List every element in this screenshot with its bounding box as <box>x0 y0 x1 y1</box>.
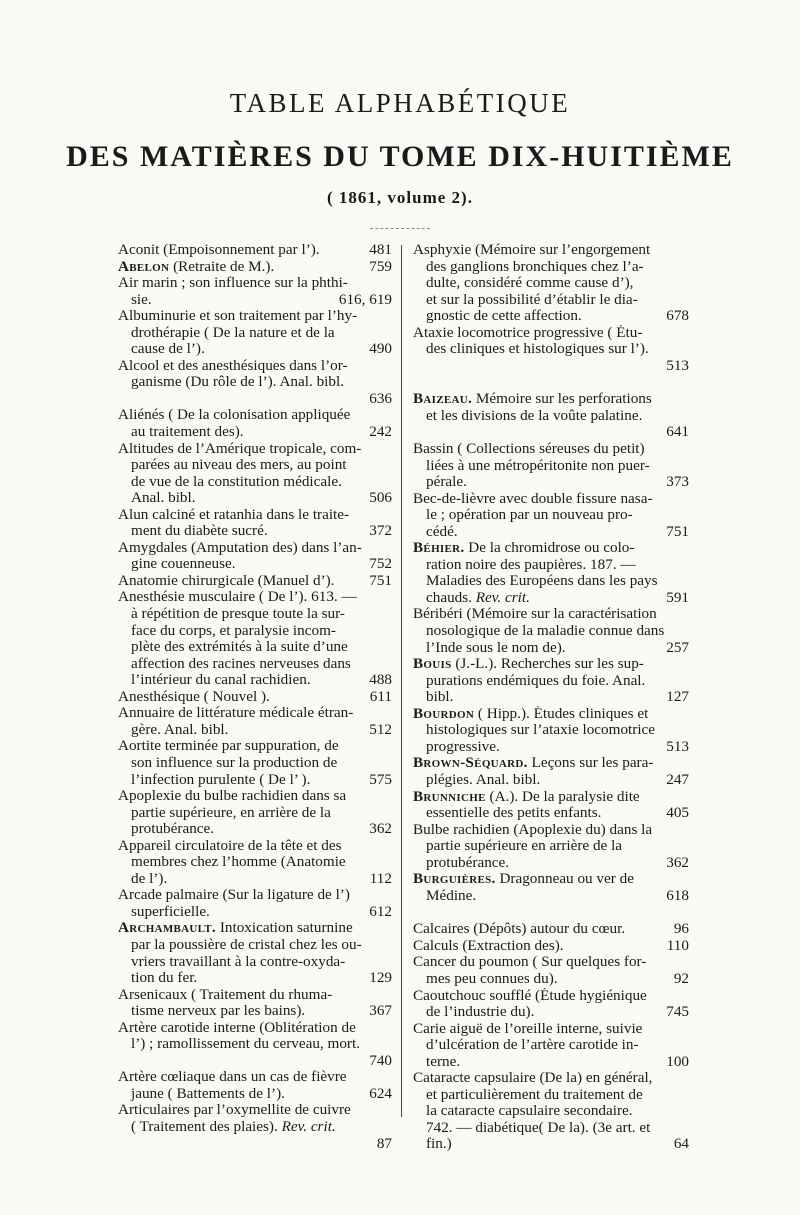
entry-text-line: essentielle des petits enfants. <box>426 805 602 822</box>
header-rule <box>370 228 430 229</box>
entry-text-line: Artère carotide interne (Oblitération de <box>118 1019 356 1036</box>
entry-text-line: nosologique de la maladie connue dans <box>426 623 665 640</box>
entry-text-line: affection des racines nerveuses dans <box>131 655 351 672</box>
entry-text-line: progressive. <box>426 738 500 755</box>
entry-page-number: 759 <box>369 257 392 275</box>
index-entry <box>118 441 392 507</box>
entry-text-line: Anatomie chirurgicale (Manuel d’). <box>118 572 335 589</box>
entry-text-line: à répétition de presque toute la sur- <box>131 606 345 623</box>
entry-text-line: ganisme (Du rôle de l’). Anal. bibl. <box>131 374 344 391</box>
entry-text-line: de l’). <box>131 870 168 887</box>
index-entry <box>118 507 392 540</box>
entry-text-line: face du corps, et paralysie incom- <box>131 622 336 639</box>
entry-text-line: d’ulcération de l’artère carotide in- <box>426 1037 639 1054</box>
entry-page-number: 247 <box>666 770 689 788</box>
entry-text-line: Béribéri (Mémoire sur la caractérisation <box>413 606 657 623</box>
title-line-2: DES MATIÈRES DU TOME DIX-HUITIÈME <box>66 140 734 173</box>
entry-text-line: Bulbe rachidien (Apoplexie du) dans la <box>413 821 653 838</box>
entry-text-line: liées à une métropéritonite non puer- <box>426 457 650 474</box>
entry-page-number: 745 <box>666 1003 689 1021</box>
entry-text-line: partie supérieure en arrière de la <box>426 838 623 855</box>
entry-page-number: 636 <box>369 390 392 407</box>
entry-text-line: cédé. <box>426 523 458 540</box>
index-entry <box>413 441 689 491</box>
index-entry <box>118 689 392 706</box>
index-entry <box>118 358 392 408</box>
entry-page-number: 488 <box>369 671 392 689</box>
entry-text-line: Carie aiguë de l’oreille interne, suivie <box>413 1020 643 1037</box>
entry-text-line: Aconit (Empoisonnement par l’). <box>118 242 320 258</box>
entry-page-number: 575 <box>369 770 392 788</box>
entry-text-line: Cancer du poumon ( Sur quelques for- <box>413 954 647 971</box>
entry-text-line: Calculs (Extraction des). <box>413 937 564 954</box>
entry-text-line: des cliniques et histologiques sur l’). <box>426 341 649 358</box>
entry-page-number: 64 <box>673 1135 689 1153</box>
entry-text-line: dulte, considéré comme cause d’), <box>426 275 634 292</box>
index-entry <box>118 589 392 688</box>
index-entry <box>413 938 689 955</box>
index-entry <box>413 871 689 904</box>
left-column <box>118 242 392 1152</box>
entry-text-line: chauds. Rev. crit. <box>426 589 530 606</box>
entry-text-line: drothérapie ( De la nature et de la <box>131 324 335 341</box>
entry-page-number: 481 <box>369 241 392 258</box>
index-entry <box>118 788 392 838</box>
entry-text-line: tisme nerveux par les bains). <box>131 1003 306 1020</box>
index-entry <box>413 242 689 325</box>
index-entry <box>118 705 392 738</box>
entry-page-number: 367 <box>369 1002 392 1020</box>
entry-page-number: 242 <box>369 423 392 441</box>
entry-text-line: Burguières. Dragonneau ou ver de <box>413 871 634 888</box>
index-entry <box>118 887 392 920</box>
entry-text-line: des ganglions bronchiques chez l’a- <box>426 258 644 275</box>
index-entry <box>413 391 689 441</box>
entry-text-line: Béhier. De la chromidrose ou colo- <box>413 540 635 557</box>
entry-text-line: fin.) <box>426 1136 452 1153</box>
entry-text-line: mes peu connues du). <box>426 970 558 987</box>
subtitle: ( 1861, volume 2). <box>327 188 473 207</box>
entry-text-line: Aortite terminée par suppuration, de <box>118 738 339 755</box>
entry-text-line: et particulièrement du traitement de <box>426 1086 643 1103</box>
entry-text-line: Anesthésie musculaire ( De l’). 613. — <box>118 589 357 606</box>
entry-page-number: 372 <box>369 522 392 540</box>
entry-text-line: par la poussière de cristal chez les ou- <box>131 936 362 953</box>
index-entry <box>118 275 392 308</box>
entry-text-line: et sur la possibilité d’établir le dia- <box>426 291 638 308</box>
entry-text-line: Calcaires (Dépôts) autour du cœur. <box>413 921 626 938</box>
entry-page-number: 751 <box>666 522 689 540</box>
entry-text-line: Bourdon ( Hipp.). Études cliniques et <box>413 705 649 722</box>
index-entry <box>413 606 689 656</box>
index-entry <box>118 1102 392 1152</box>
entry-text-line: Articulaires par l’oxymellite de cuivre <box>118 1102 351 1119</box>
entry-text-line: l’) ; ramollissement du cerveau, mort. <box>131 1036 361 1053</box>
index-entry <box>118 1020 392 1070</box>
entry-text-line: Caoutchouc soufflé (Étude hygiénique <box>413 987 647 1004</box>
entry-text-line: sie. <box>131 291 152 308</box>
index-entry <box>413 988 689 1021</box>
entry-text-line: Anesthésique ( Nouvel ). <box>118 688 270 705</box>
entry-text-line: protubérance. <box>426 854 510 871</box>
entry-text-line: protubérance. <box>131 821 215 838</box>
entry-text-line: au traitement des). <box>131 424 244 441</box>
entry-text-line: la cataracte capsulaire secondaire. <box>426 1103 633 1120</box>
entry-page-number: 612 <box>369 902 392 920</box>
entry-text-line: Brown-Séquard. Leçons sur les para- <box>413 755 654 772</box>
entry-text-line: Bassin ( Collections séreuses du petit) <box>413 441 645 458</box>
index-entry <box>118 407 392 440</box>
entry-text-line: ment du diabète sucré. <box>131 523 268 540</box>
entry-text-line: Brunniche (A.). De la paralysie dite <box>413 788 640 805</box>
entry-text-line: son influence sur la production de <box>131 754 338 771</box>
entry-text-line: gine couenneuse. <box>131 556 236 573</box>
index-entry <box>413 656 689 706</box>
index-entry <box>413 706 689 756</box>
entry-page-number: 100 <box>666 1052 689 1070</box>
entry-page-number: 618 <box>666 886 689 904</box>
entry-text-line: Amygdales (Amputation des) dans l’an- <box>118 539 362 556</box>
entry-page-number: 362 <box>369 820 392 838</box>
entry-text-line: Artère cœliaque dans un cas de fièvre <box>118 1069 347 1086</box>
entry-page-number: 512 <box>369 720 392 738</box>
entry-text-line: ( Traitement des plaies). Rev. crit. <box>131 1118 336 1135</box>
entry-text-line: gnostic de cette affection. <box>426 308 582 325</box>
entry-text-line: pérale. <box>426 474 467 491</box>
entry-page-number: 110 <box>666 936 689 954</box>
entry-page-number: 641 <box>666 424 689 441</box>
index-entry <box>413 1021 689 1071</box>
entry-text-line: Bouis (J.-L.). Recherches sur les sup- <box>413 656 644 673</box>
entry-text-line: Appareil circulatoire de la tête et des <box>118 837 342 854</box>
entry-text-line: de l’industrie du). <box>426 1004 535 1021</box>
entry-page-number: 129 <box>369 969 392 987</box>
entry-text-line: Asphyxie (Mémoire sur l’engorgement <box>413 242 651 258</box>
title-line-1: TABLE ALPHABÉTIQUE <box>229 88 571 118</box>
entry-text-line: Bec-de-lièvre avec double fissure nasa- <box>413 490 653 507</box>
index-entry <box>413 325 689 375</box>
entry-page-number: 87 <box>376 1135 392 1152</box>
entry-text-line: l’intérieur du canal rachidien. <box>131 672 311 689</box>
entry-page-number: 752 <box>369 555 392 573</box>
entry-text-line: plète des extrémités à la suite d’une <box>131 639 348 656</box>
entry-text-line: Abelon (Retraite de M.). <box>118 258 275 275</box>
entry-text-line: l’infection purulente ( De l’ ). <box>131 771 311 788</box>
entry-text-line: Médine. <box>426 887 477 904</box>
entry-text-line: Cataracte capsulaire (De la) en général, <box>413 1070 653 1087</box>
entry-page-number: 513 <box>666 357 689 374</box>
entry-text-line: cause de l’). <box>131 341 205 358</box>
index-entry <box>118 259 392 276</box>
entry-text-line: terne. <box>426 1053 461 1070</box>
index-entry <box>413 921 689 938</box>
entry-text-line: Maladies des Européens dans les pays <box>426 573 658 590</box>
index-entry <box>413 755 689 788</box>
index-entry <box>118 987 392 1020</box>
entry-text-line: Archambault. Intoxication saturnine <box>118 920 353 937</box>
entry-text-line: de vue de la constitution médicale. <box>131 473 342 490</box>
right-column <box>413 242 689 1153</box>
entry-page-number: 96 <box>673 920 689 938</box>
entry-text-line: Apoplexie du bulbe rachidien dans sa <box>118 788 347 805</box>
entry-text-line: gère. Anal. bibl. <box>131 721 229 738</box>
entry-page-number: 506 <box>369 489 392 507</box>
entry-text-line: superficielle. <box>131 903 210 920</box>
entry-text-line: jaune ( Battements de l’). <box>131 1085 285 1102</box>
entry-text-line: Air marin ; son influence sur la phthi- <box>118 275 348 292</box>
column-divider <box>401 245 402 1117</box>
index-entry <box>118 573 392 590</box>
entry-text-line: purations endémiques du foie. Anal. <box>426 672 646 689</box>
entry-page-number: 611 <box>369 687 392 705</box>
index-entry <box>118 540 392 573</box>
entry-text-line: Alcool et des anesthésiques dans l’or- <box>118 357 348 374</box>
index-entry <box>413 954 689 987</box>
entry-page-number: 373 <box>666 473 689 491</box>
entry-text-line: Aliénés ( De la colonisation appliquée <box>118 407 351 424</box>
entry-text-line: Ataxie locomotrice progressive ( Étu- <box>413 324 643 341</box>
index-entry <box>413 822 689 872</box>
entry-text-line: membres chez l’homme (Anatomie <box>131 854 346 871</box>
entry-text-line: 742. — diabétique( De la). (3e art. et <box>426 1119 651 1136</box>
index-entry <box>413 540 689 606</box>
entry-text-line: Alun calciné et ratanhia dans le traite- <box>118 506 350 523</box>
entry-text-line: Altitudes de l’Amérique tropicale, com- <box>118 440 362 457</box>
entry-text-line: vriers travaillant à la contre-oxyda- <box>131 953 346 970</box>
entry-page-number: 740 <box>369 1052 392 1069</box>
entry-page-number: 257 <box>666 638 689 656</box>
index-entry <box>413 1070 689 1153</box>
entry-text-line: histologiques sur l’ataxie locomotrice <box>426 722 656 739</box>
entry-page-number: 591 <box>666 588 689 606</box>
entry-page-number: 362 <box>666 853 689 871</box>
entry-page-number: 127 <box>666 688 689 706</box>
entry-text-line: parées au niveau des mers, au point <box>131 457 347 474</box>
entry-text-line: Annuaire de littérature médicale étran- <box>118 705 354 722</box>
entry-text-line: Arcade palmaire (Sur la ligature de l’) <box>118 887 350 904</box>
entry-text-line: Albuminurie et son traitement par l’hy- <box>118 308 358 325</box>
entry-page-number: 490 <box>369 340 392 358</box>
entry-page-number: 751 <box>369 571 392 589</box>
index-entry <box>118 308 392 358</box>
index-entry <box>118 738 392 788</box>
entry-page-number: 513 <box>666 737 689 755</box>
entry-text-line: le ; opération par un nouveau pro- <box>426 507 633 524</box>
entry-page-number: 624 <box>369 1084 392 1102</box>
entry-text-line: tion du fer. <box>131 970 198 987</box>
index-entry <box>413 789 689 822</box>
entry-text-line: l’Inde sous le nom de). <box>426 639 566 656</box>
index-entry <box>118 838 392 888</box>
entry-text-line: plégies. Anal. bibl. <box>426 771 541 788</box>
entry-page-number: 616, 619 <box>338 290 392 308</box>
entry-text-line: et les divisions de la voûte palatine. <box>426 407 643 424</box>
entry-text-line: Arsenicaux ( Traitement du rhuma- <box>118 986 333 1003</box>
index-entry <box>118 920 392 986</box>
entry-page-number: 678 <box>666 307 689 325</box>
entry-text-line: Anal. bibl. <box>131 490 196 507</box>
entry-page-number: 112 <box>369 869 392 887</box>
entry-page-number: 92 <box>673 969 689 987</box>
entry-page-number: 405 <box>666 804 689 822</box>
index-entry <box>118 242 392 259</box>
index-entry <box>118 1069 392 1102</box>
entry-text-line: bibl. <box>426 689 454 706</box>
entry-text-line: ration noire des paupières. 187. — <box>426 556 636 573</box>
entry-text-line: Baizeau. Mémoire sur les perforations <box>413 391 652 408</box>
index-entry <box>413 491 689 541</box>
entry-text-line: partie supérieure, en arrière de la <box>131 804 331 821</box>
